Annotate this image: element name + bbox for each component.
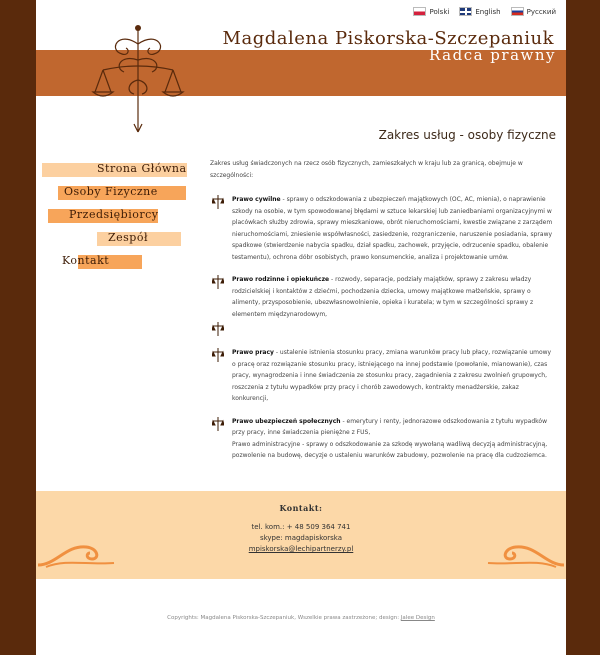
nav-item-kontakt[interactable] — [42, 252, 212, 274]
scales-of-justice-logo — [78, 20, 198, 140]
scales-bullet-icon — [212, 322, 224, 336]
footer-copyright: Copyrights: Magdalena Piskorska-Szczepaniuk, Wszelkie prawa zastrzeżone; design: — [167, 615, 401, 621]
law-title: Prawo ubezpieczeń społecznych — [232, 417, 341, 425]
nav-label: Strona Główna — [97, 162, 187, 175]
contact-title: Kontakt: — [279, 503, 323, 513]
nav-label: Osoby Fizyczne — [64, 185, 158, 198]
nav-item-zespol[interactable] — [42, 229, 212, 251]
page — [36, 0, 566, 655]
scales-bullet-icon — [212, 417, 224, 431]
nav-label: Zespół — [108, 231, 149, 244]
contact-email-link[interactable]: mpiskorska@lechipartnerzy.pl — [248, 545, 354, 553]
scales-bullet-icon — [212, 195, 224, 209]
designer-link[interactable]: Jalee Design — [400, 615, 435, 621]
law-text: - emerytury i renty, jednorazowe odszkodowania z tytułu wypadków przy pracy, inne świadczenia pieniężne z FUS, — [232, 417, 547, 436]
scales-bullet-icon — [212, 275, 224, 289]
site-name: Magdalena Piskorska-Szczepaniuk — [222, 28, 554, 49]
law-section-social-insurance — [210, 416, 556, 462]
ornament-right-icon — [486, 535, 566, 569]
contact-skype: skype: magdapiskorska — [259, 534, 343, 542]
law-section-civil — [210, 194, 556, 263]
law-section-labour — [210, 347, 556, 405]
lang-label: Polski — [429, 7, 450, 16]
lang-label: Русский — [526, 7, 556, 16]
law-title: Prawo cywilne — [232, 196, 281, 203]
site-subtitle: Radca prawny — [429, 46, 556, 64]
contact-section — [36, 491, 566, 579]
lang-polski[interactable] — [413, 7, 449, 16]
law-title: Prawo pracy — [232, 349, 274, 356]
law-title: Prawo rodzinne i opiekuńcze — [232, 276, 330, 283]
law-text: - ustalenie istnienia stosunku pracy, zmiana warunków pracy lub płacy, rozwiązanie umowy o pracę oraz rozwiązanie stosunku pracy, istniejącego na innej podstawie (powołanie, mianowanie), czas pracy, wynagrodzenia i inne świadczenia ze stosunku pracy, zagadnienia z zakresu zwolnień grupowych, roszczenia z tytułu wypadków przy pracy i chorób zawodowych, kontrakty menadżerskie, zakaz konkurencji, — [232, 349, 552, 402]
nav-item-strona-glowna[interactable] — [42, 160, 212, 182]
flag-ru-icon — [511, 7, 524, 16]
law-section-family — [210, 274, 556, 336]
nav-item-przedsiebiorcy[interactable] — [42, 206, 212, 228]
main-nav — [42, 160, 212, 275]
scales-bullet-icon — [212, 348, 224, 362]
law-text: - rozwody, separacje, podziały majątków, sprawy z zakresu władzy rodzicielskiej i kontaktów z dziećmi, pochodzenia dziecka, umowy majątkowe małżeńskie, sprawy o alimenty, przysposobienie, ubezwłasnowolnienie, opieka i kuratela; w tym w szczególności sprawy z elementem międzynarodowym, — [232, 276, 534, 318]
lang-russian[interactable] — [511, 7, 556, 16]
lang-english[interactable] — [459, 7, 500, 16]
lang-label: English — [475, 7, 501, 16]
nav-label: Przedsiębiorcy — [69, 208, 159, 221]
footer — [36, 615, 566, 621]
flag-pl-icon — [413, 7, 426, 16]
nav-item-osoby-fizyczne[interactable] — [42, 183, 212, 205]
page-title: Zakres usług - osoby fizyczne — [378, 128, 556, 142]
flag-uk-icon — [459, 7, 472, 16]
main-content — [210, 158, 556, 473]
ornament-left-icon — [36, 535, 116, 569]
contact-phone: tel. kom.: + 48 509 364 741 — [251, 523, 351, 531]
language-switcher — [413, 7, 556, 16]
intro-text: Zakres usług świadczonych na rzecz osób fizycznych, zamieszkałych w kraju lub za granicą, obejmuje w szczególności: — [210, 160, 523, 179]
nav-label: Kontakt — [62, 254, 110, 267]
law-text-administrative: Prawo administracyjne - sprawy o odszkodowanie za szkodę wywołaną wadliwą decyzją administracyjną, pozwolenie na budowę, decyzje o ustaleniu warunków zabudowy, pozwolenie na pracę dla cudzoziemca. — [232, 440, 548, 459]
law-text: - sprawy o odszkodowania z ubezpieczeń majątkowych (OC, AC, mienia), o naprawienie szkody na osobie, w tym spowodowanej błędami w sztuce lekarskiej lub zaniedbaniami organizacyjnymi w placówkach służby zdrowia, sprawy mieszkaniowe, obrót nieruchomościami, kwestie związane z zarządem nieruchomościami, zniesienie współwłasności, zasiedzenie, rozgraniczenie, naruszenie posiadania, sprawy spadkowe (stwierdzenie nabycia spadku, dział spadku, zachowek, przyjęcie, odrzucenie spadku, obalenie testamentu), ochrona dóbr osobistych, prawo konsumenckie, analiza i projektowanie umów. — [232, 196, 553, 261]
